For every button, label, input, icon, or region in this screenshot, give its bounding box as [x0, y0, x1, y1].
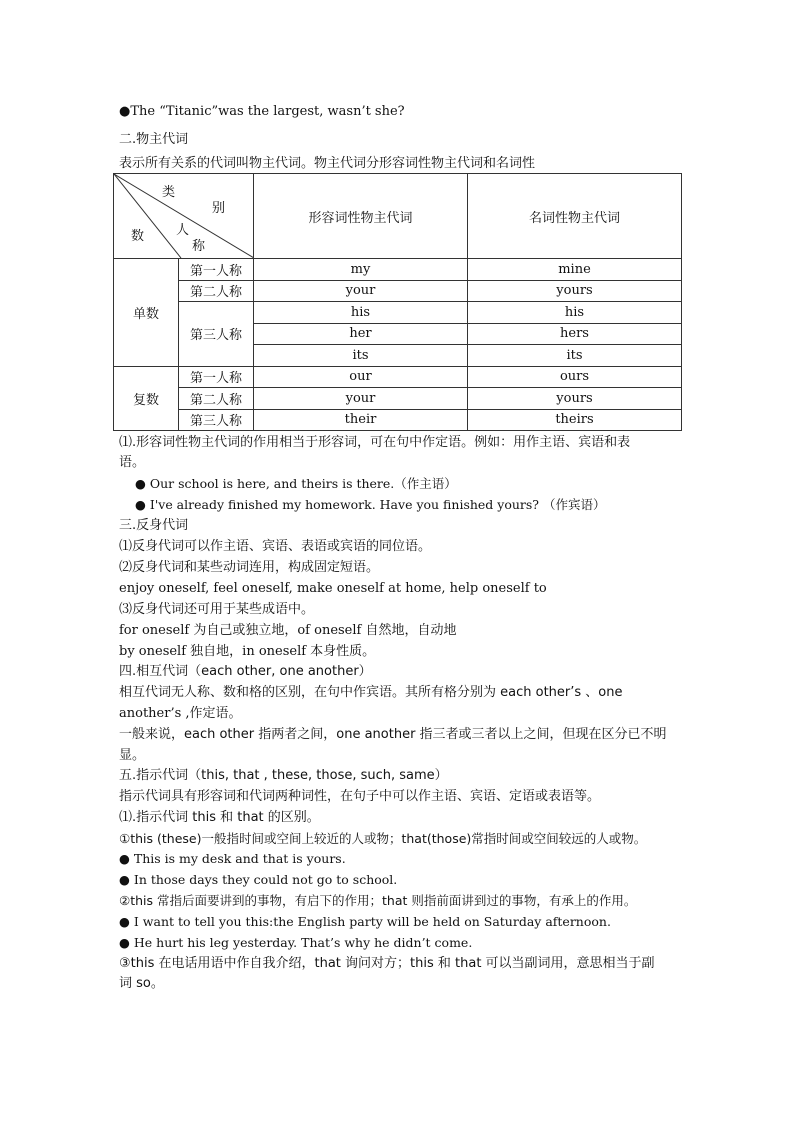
section-5-rule-3a: ③this 在电话用语中作自我介绍，that 询问对方；this 和 that 可以当副词用，意思相当于副: [119, 956, 655, 971]
section-3-point-3: ⑶反身代词还可用于某些成语中。: [119, 602, 315, 617]
person-cell: 第一人称: [179, 366, 254, 388]
section-5-para-1: 指示代词具有形容词和代词两种词性，在句子中可以作主语、宾语、定语或表语等。: [119, 789, 601, 804]
example-titanic: ●The “Titanic”was the largest, wasn’t she?: [119, 104, 405, 119]
person-cell: 第二人称: [179, 388, 254, 410]
table-row: [114, 302, 682, 324]
section-3-point-2: ⑵反身代词和某些动词连用，构成固定短语。: [119, 560, 380, 575]
noun-cell: hers: [468, 323, 682, 345]
example-object: ● I've already finished my homework. Have you finished yours? （作宾语）: [135, 497, 606, 512]
section-4-para-2b: 显。: [119, 748, 146, 763]
person-cell: 第三人称: [179, 409, 254, 431]
table-row: [114, 409, 682, 431]
section-3-title: 三.反身代词: [119, 518, 189, 533]
adj-cell: your: [254, 280, 468, 302]
person-cell: 第三人称: [179, 302, 254, 367]
example-subject: ● Our school is here, and theirs is there.（作主语）: [135, 476, 457, 491]
noun-cell: ours: [468, 366, 682, 388]
adj-cell: its: [254, 345, 468, 367]
section-5-example-3: ● I want to tell you this:the English party will be held on Saturday afternoon.: [119, 914, 611, 929]
noun-cell: its: [468, 345, 682, 367]
adj-cell: his: [254, 302, 468, 324]
adj-cell: our: [254, 366, 468, 388]
possessive-pronoun-table: [113, 173, 682, 431]
section-5-point-1: ⑴.指示代词 this 和 that 的区别。: [119, 810, 320, 825]
header-cheng: 称: [192, 239, 206, 254]
section-5-example-4: ● He hurt his leg yesterday. That’s why he didn’t come.: [119, 935, 473, 950]
section-2-title: 二.物主代词: [119, 132, 189, 147]
noun-cell: yours: [468, 280, 682, 302]
note-1-line-b: 语。: [119, 455, 146, 470]
section-4-para-2a: 一般来说，each other 指两者之间，one another 指三者或三者以上之间，但现在区分已不明: [119, 727, 667, 742]
adj-cell: my: [254, 259, 468, 281]
table-row: [114, 259, 682, 281]
section-5-rule-1: ①this (these)一般指时间或空间上较近的人或物；that(those)常指时间或空间较远的人或物。: [119, 831, 647, 846]
adj-cell: your: [254, 388, 468, 410]
header-bie: 别: [212, 201, 226, 216]
section-5-example-2: ● In those days they could not go to school.: [119, 872, 398, 887]
section-5-rule-2: ②this 常指后面要讲到的事物，有启下的作用；that 则指前面讲到过的事物，有承上的作用。: [119, 893, 637, 908]
adj-cell: their: [254, 409, 468, 431]
section-3-idiom-2: by oneself 独自地，in oneself 本身性质。: [119, 644, 376, 659]
diagonal-lines: [114, 174, 254, 258]
section-3-idiom-1: for oneself 为自己或独立地，of oneself 自然地，自动地: [119, 623, 457, 638]
section-5-rule-3b: 词 so。: [119, 976, 164, 991]
adj-cell: her: [254, 323, 468, 345]
person-cell: 第二人称: [179, 280, 254, 302]
noun-cell: theirs: [468, 409, 682, 431]
table-row: [114, 366, 682, 388]
section-4-para-1b: another’s ,作定语。: [119, 706, 242, 721]
column-header-adjective: 形容词性物主代词: [254, 174, 468, 259]
table-diagonal-header: [114, 174, 254, 259]
noun-cell: his: [468, 302, 682, 324]
table-row: [114, 280, 682, 302]
section-5-title: 五.指示代词（this, that , these, those, such, same）: [119, 768, 448, 783]
section-4-title: 四.相互代词（each other, one another）: [119, 664, 372, 679]
plural-label: 复数: [114, 366, 179, 431]
section-2-intro: 表示所有关系的代词叫物主代词。物主代词分形容词性物主代词和名词性: [119, 156, 536, 171]
section-5-example-1: ● This is my desk and that is yours.: [119, 851, 346, 866]
header-lei: 类: [162, 185, 176, 200]
header-ren: 人: [176, 223, 190, 238]
column-header-noun: 名词性物主代词: [468, 174, 682, 259]
noun-cell: mine: [468, 259, 682, 281]
singular-label: 单数: [114, 259, 179, 367]
section-4-para-1a: 相互代词无人称、数和格的区别，在句中作宾语。其所有格分别为 each other’s 、one: [119, 685, 623, 700]
person-cell: 第一人称: [179, 259, 254, 281]
table-row: [114, 388, 682, 410]
note-1-line-a: ⑴.形容词性物主代词的作用相当于形容词，可在句中作定语。例如：用作主语、宾语和表: [119, 435, 631, 450]
header-shu: 数: [131, 229, 145, 244]
noun-cell: yours: [468, 388, 682, 410]
section-3-point-1: ⑴反身代词可以作主语、宾语、表语或宾语的同位语。: [119, 539, 432, 554]
section-3-phrases: enjoy oneself, feel oneself, make oneself at home, help oneself to: [119, 581, 547, 596]
